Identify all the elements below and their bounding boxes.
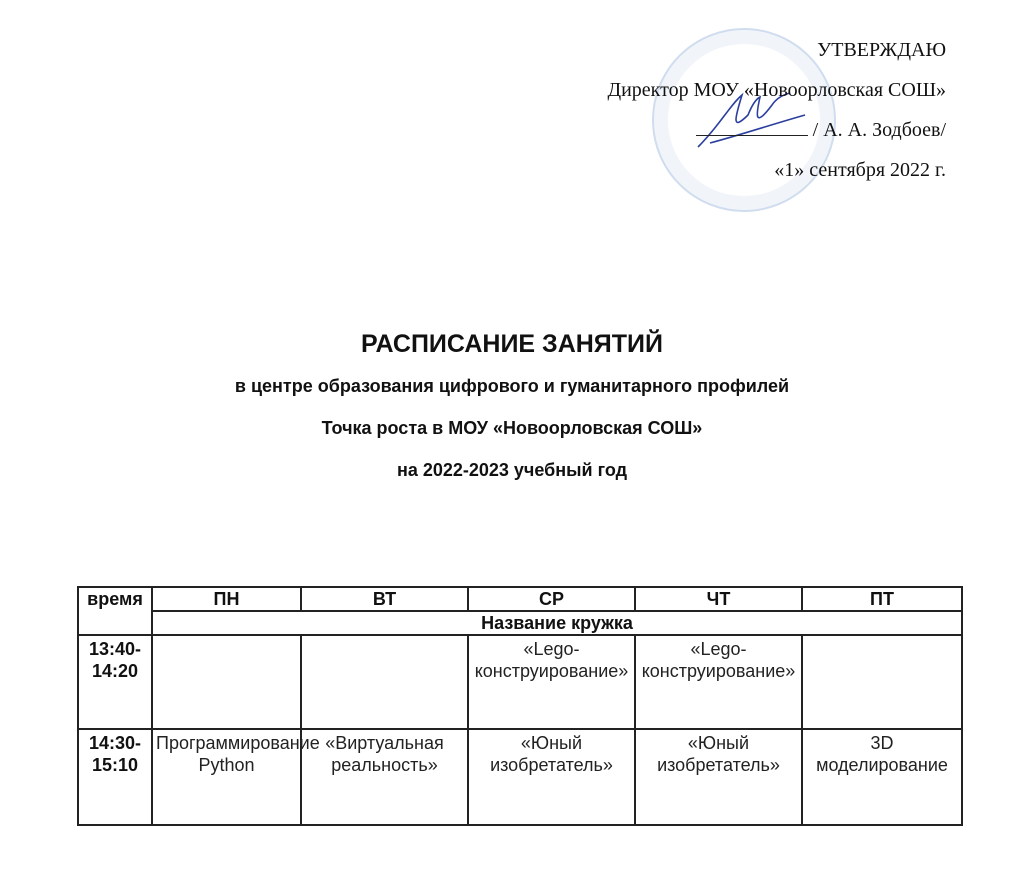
table-cell: 3D моделирование [802,729,962,825]
day-header: ПН [152,587,301,611]
approval-position: Директор МОУ «Новоорловская СОШ» [607,79,946,101]
document-subtitle: Точка роста в МОУ «Новоорловская СОШ» [321,418,703,438]
table-cell [152,635,301,729]
table-cell: «Юный изобретатель» [635,729,802,825]
director-name: / А. А. Зодбоев/ [812,119,946,141]
table-row [78,729,962,825]
schedule-table [77,586,963,826]
document-title: РАСПИСАНИЕ ЗАНЯТИЙ [361,330,663,358]
day-header: ВТ [301,587,468,611]
table-cell: «Юный изобретатель» [468,729,635,825]
time-cell: 14:30-15:10 [78,729,152,825]
table-cell: «Виртуальная реальность» [301,729,468,825]
table-cell: «Lego-конструирование» [635,635,802,729]
approval-signature-line [607,110,946,150]
day-header: ЧТ [635,587,802,611]
approval-block [607,30,946,190]
table-cell: Программирование Python [152,729,301,825]
day-header: ПТ [802,587,962,611]
club-name-header: Название кружка [152,611,962,635]
day-header: СР [468,587,635,611]
table-row [78,635,962,729]
approval-date: «1» сентября 2022 г. [774,159,946,181]
table-cell: «Lego-конструирование» [468,635,635,729]
document-subtitle: на 2022-2023 учебный год [396,460,628,480]
table-cell [301,635,468,729]
table-subheader-row [78,611,962,635]
approval-title: УТВЕРЖДАЮ [817,39,946,61]
document-subtitle: в центре образования цифрового и гуманитарного профилей [234,376,790,396]
table-header-row [78,587,962,611]
signature-underline [696,117,808,136]
time-header: время [78,587,152,635]
table-cell [802,635,962,729]
time-cell: 13:40-14:20 [78,635,152,729]
